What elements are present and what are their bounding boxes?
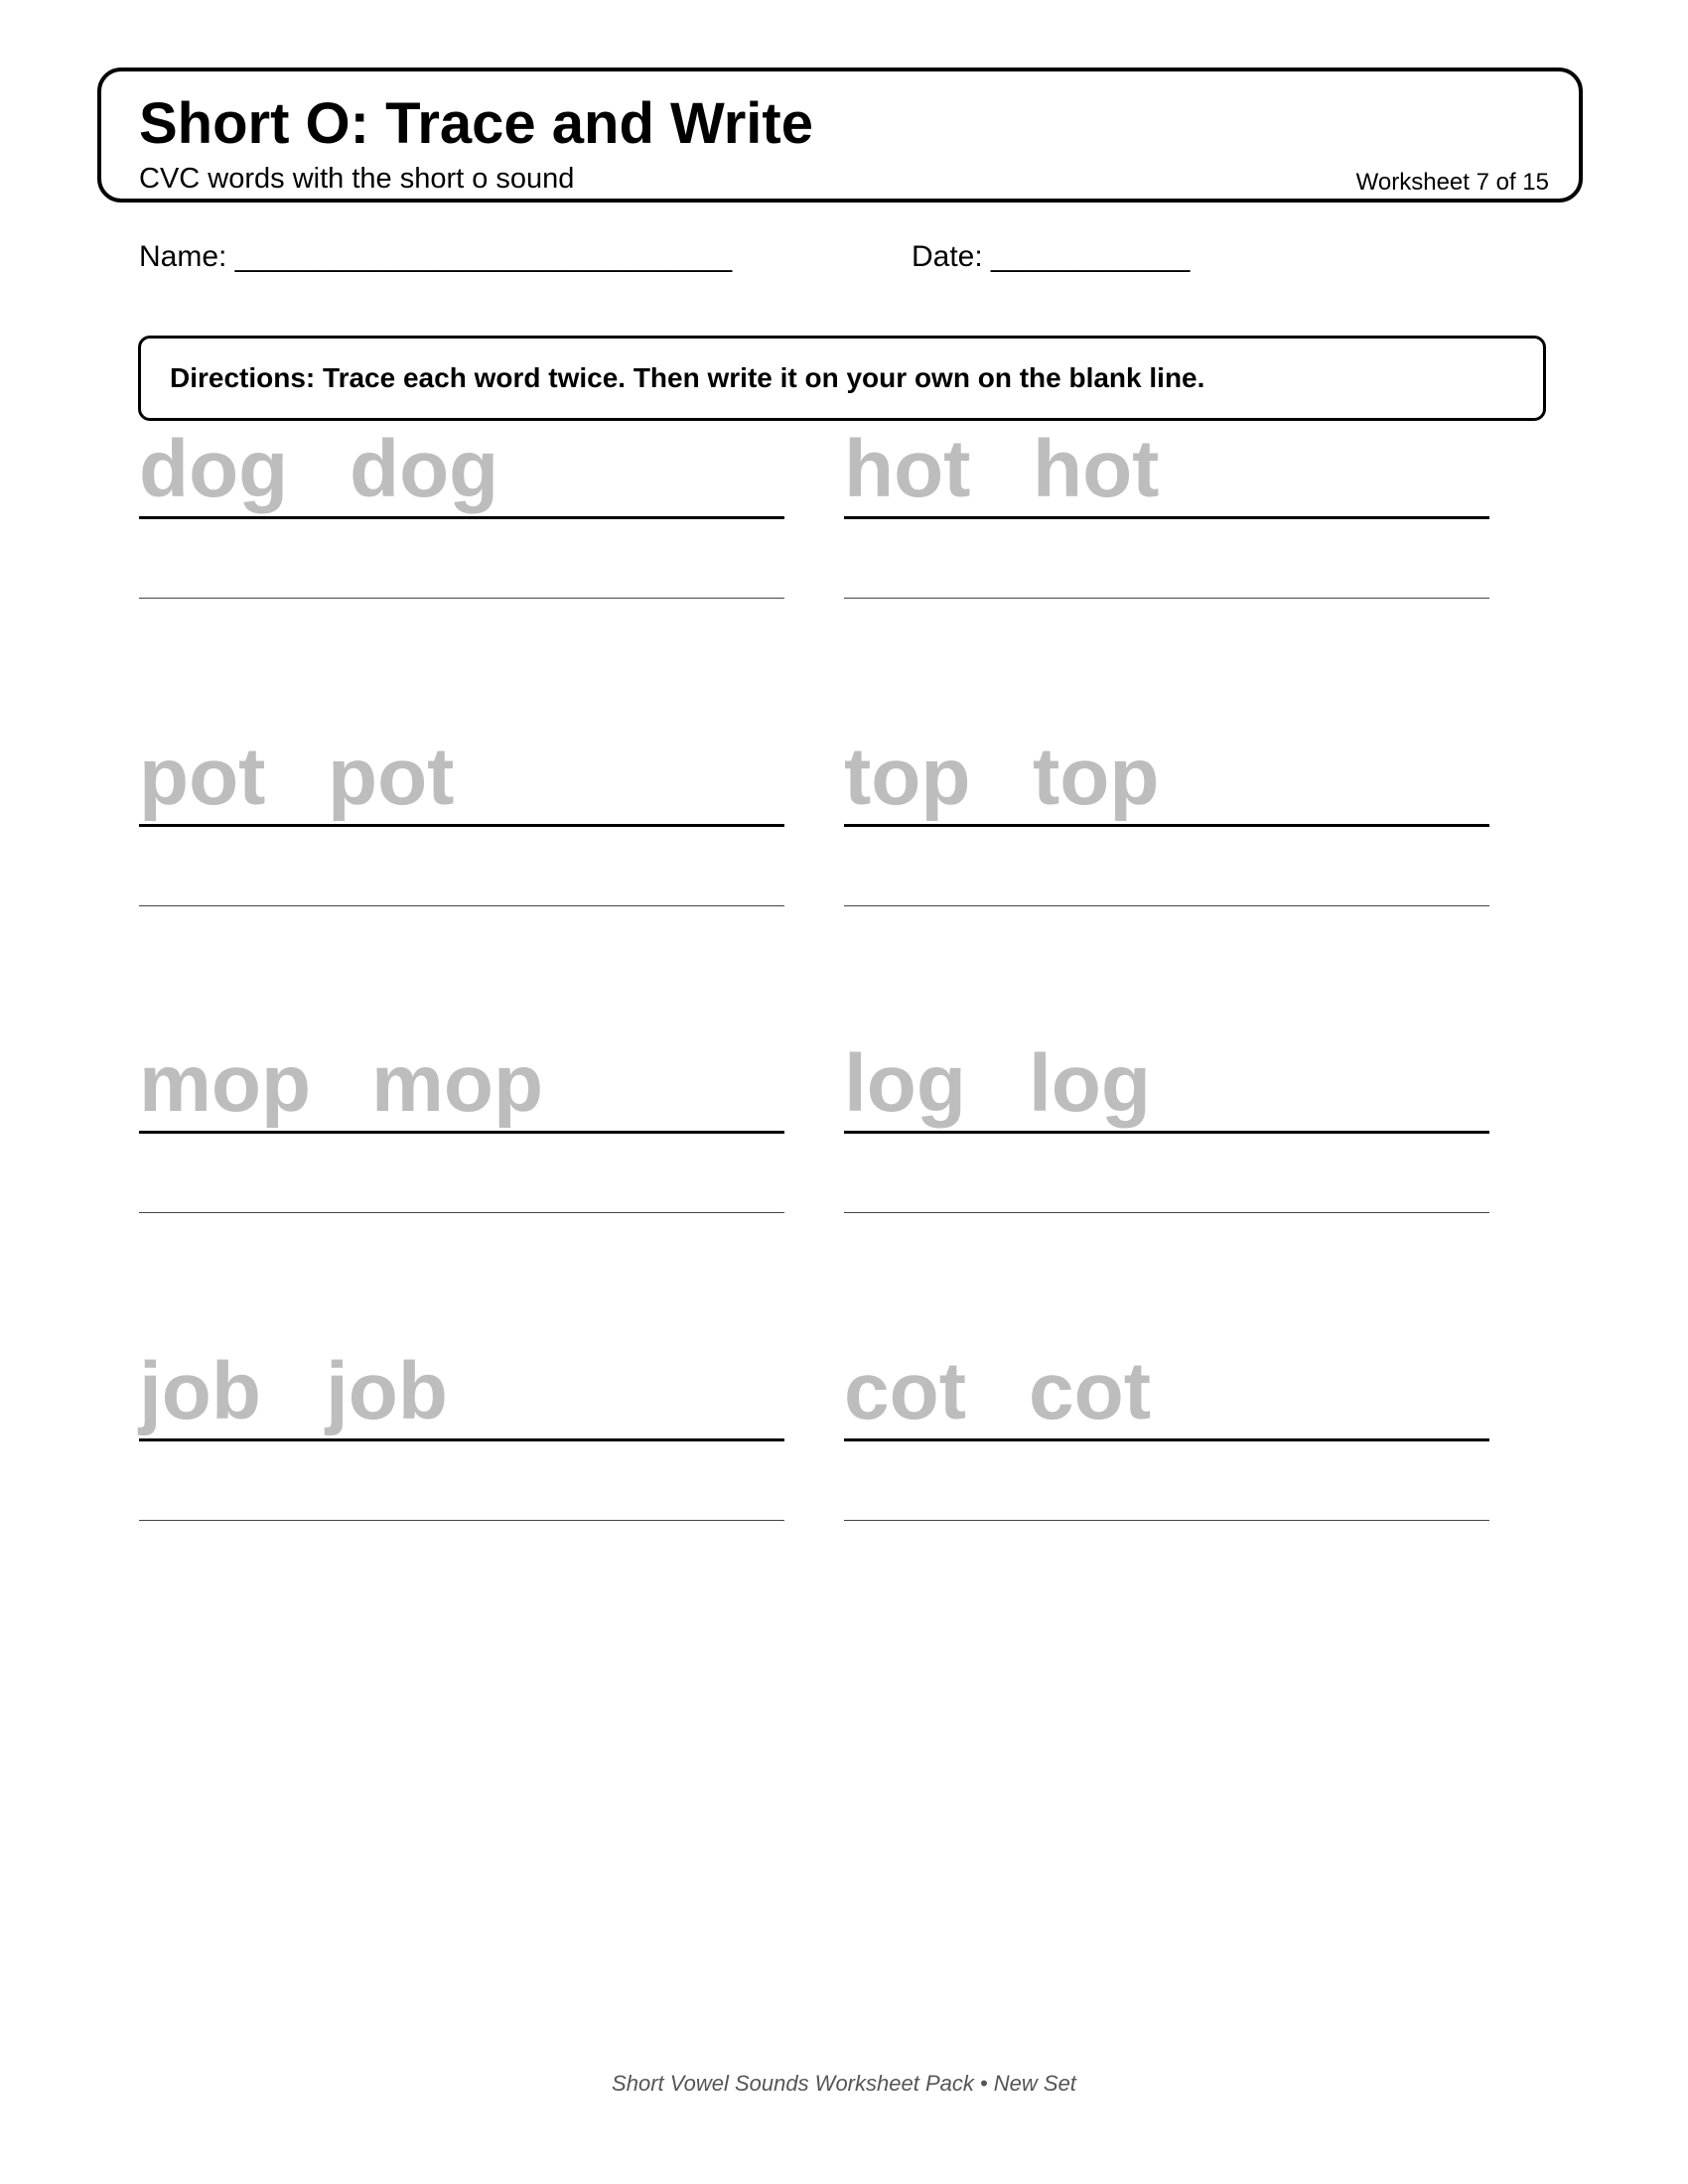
trace-word: top xyxy=(844,732,971,822)
trace-block-cot xyxy=(844,1346,1489,1530)
write-line[interactable] xyxy=(844,905,1489,906)
trace-baseline xyxy=(844,1438,1489,1441)
trace-baseline xyxy=(139,516,784,519)
name-field[interactable]: Name: ______________________________ xyxy=(139,240,733,273)
trace-block-mop xyxy=(139,1038,784,1222)
trace-word: hot xyxy=(1033,424,1160,514)
trace-word: cot xyxy=(1029,1346,1151,1436)
trace-word: pot xyxy=(328,732,455,822)
trace-baseline xyxy=(139,1438,784,1441)
trace-word: top xyxy=(1033,732,1160,822)
trace-word: mop xyxy=(371,1038,544,1129)
write-line[interactable] xyxy=(139,598,784,599)
write-line[interactable] xyxy=(139,1520,784,1521)
write-line[interactable] xyxy=(139,905,784,906)
trace-word: log xyxy=(844,1038,966,1129)
trace-baseline xyxy=(844,516,1489,519)
trace-block-job xyxy=(139,1346,784,1530)
trace-block-top xyxy=(844,732,1489,915)
page-subtitle: CVC words with the short o sound xyxy=(139,163,575,195)
footer-text: Short Vowel Sounds Worksheet Pack • New Set xyxy=(612,2071,1076,2096)
trace-block-pot xyxy=(139,732,784,915)
trace-word: mop xyxy=(139,1038,312,1129)
trace-baseline xyxy=(844,824,1489,827)
write-line[interactable] xyxy=(844,1212,1489,1213)
write-line[interactable] xyxy=(139,1212,784,1213)
date-field[interactable]: Date: ____________ xyxy=(912,240,1191,273)
trace-block-hot xyxy=(844,424,1489,608)
trace-block-dog xyxy=(139,424,784,608)
directions-text: Directions: Trace each word twice. Then write it on your own on the blank line. xyxy=(170,362,1205,393)
trace-word: pot xyxy=(139,732,266,822)
trace-word: log xyxy=(1029,1038,1151,1129)
directions-box xyxy=(138,336,1546,421)
trace-baseline xyxy=(139,824,784,827)
trace-word: job xyxy=(139,1346,261,1436)
trace-baseline xyxy=(844,1131,1489,1134)
trace-baseline xyxy=(139,1131,784,1134)
write-line[interactable] xyxy=(844,1520,1489,1521)
trace-word: dog xyxy=(139,424,289,514)
trace-word: job xyxy=(326,1346,448,1436)
trace-block-log xyxy=(844,1038,1489,1222)
page-title: Short O: Trace and Write xyxy=(139,91,813,156)
worksheet-number: Worksheet 7 of 15 xyxy=(1355,169,1549,196)
write-line[interactable] xyxy=(844,598,1489,599)
trace-word: cot xyxy=(844,1346,966,1436)
trace-word: hot xyxy=(844,424,971,514)
trace-word: dog xyxy=(350,424,499,514)
